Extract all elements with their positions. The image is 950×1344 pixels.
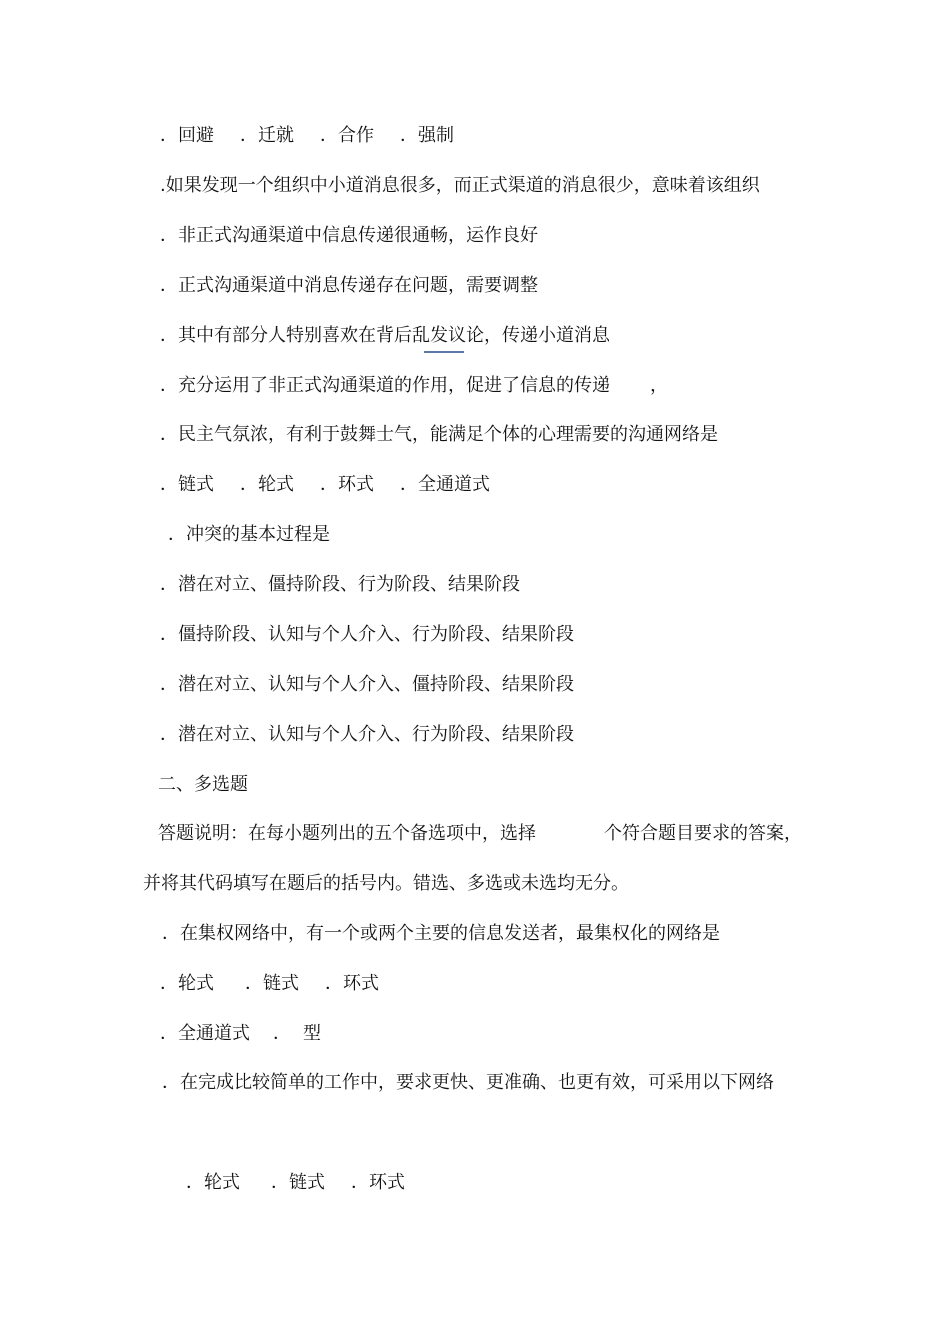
question-options-row-2: [160, 1022, 321, 1046]
option-a: ．链式: [160, 474, 214, 495]
prev-question-options: [160, 124, 454, 148]
question-stem: .如果发现一个组织中小道消息很多，而正式渠道的消息很少，意味着该组织: [160, 175, 760, 196]
option-d: ．充分运用了非正式沟通渠道的作用，促进了信息的传递: [160, 375, 610, 396]
option-b: ．僵持阶段、认知与个人介入、行为阶段、结果阶段: [160, 624, 574, 645]
option-c: ．环式: [325, 973, 379, 994]
option-e: ．: [273, 1023, 291, 1044]
option-b: ．链式: [245, 973, 299, 994]
question-stem: ．冲突的基本过程是: [168, 524, 330, 545]
option-c: ．潜在对立、认知与个人介入、僵持阶段、结果阶段: [160, 674, 574, 695]
question-stem: ．民主气氛浓，有利于鼓舞士气，能满足个体的心理需要的沟通网络是: [160, 424, 718, 445]
instructions-line-2: 并将其代码填写在题后的括号内。错选、多选或未选均无分。: [143, 873, 629, 894]
question-options: [160, 473, 490, 497]
option-d: ．强制: [400, 125, 454, 146]
option-a: ．回避: [160, 125, 214, 146]
option-d: ．全通道式: [160, 1023, 250, 1044]
trailing-comma: ，: [650, 375, 668, 396]
option-c: ．环式: [320, 474, 374, 495]
option-c: ．其中有部分人特别喜欢在背后乱发议论，传递小道消息: [160, 325, 610, 346]
option-d: ．全通道式: [400, 474, 490, 495]
option-b: ．迁就: [240, 125, 294, 146]
option-d: ．潜在对立、认知与个人介入、行为阶段、结果阶段: [160, 724, 574, 745]
instructions-line-1: 答题说明：在每小题列出的五个备选项中，选择: [158, 823, 536, 844]
option-a: ．轮式: [160, 973, 214, 994]
option-e-label: 型: [303, 1023, 321, 1044]
question-stem: ．在集权网络中，有一个或两个主要的信息发送者，最集权化的网络是: [162, 923, 720, 944]
section-heading: 二、多选题: [158, 774, 248, 795]
question-stem: ．在完成比较简单的工作中，要求更快、更准确、也更有效，可采用以下网络: [162, 1072, 774, 1093]
option-a: ．潜在对立、僵持阶段、行为阶段、结果阶段: [160, 574, 520, 595]
option-b: ．正式沟通渠道中消息传递存在问题，需要调整: [160, 275, 538, 296]
option-c: ．环式: [351, 1172, 405, 1193]
option-b: ．链式: [271, 1172, 325, 1193]
option-a: ．轮式: [186, 1172, 240, 1193]
option-b: ．轮式: [240, 474, 294, 495]
question-options-row-1: [160, 972, 379, 996]
option-c: ．合作: [320, 125, 374, 146]
underline-mark: [424, 351, 464, 353]
question-options: [186, 1171, 405, 1195]
instructions-line-1b: 个符合题目要求的答案，: [604, 823, 802, 844]
option-a: ．非正式沟通渠道中信息传递很通畅，运作良好: [160, 225, 538, 246]
